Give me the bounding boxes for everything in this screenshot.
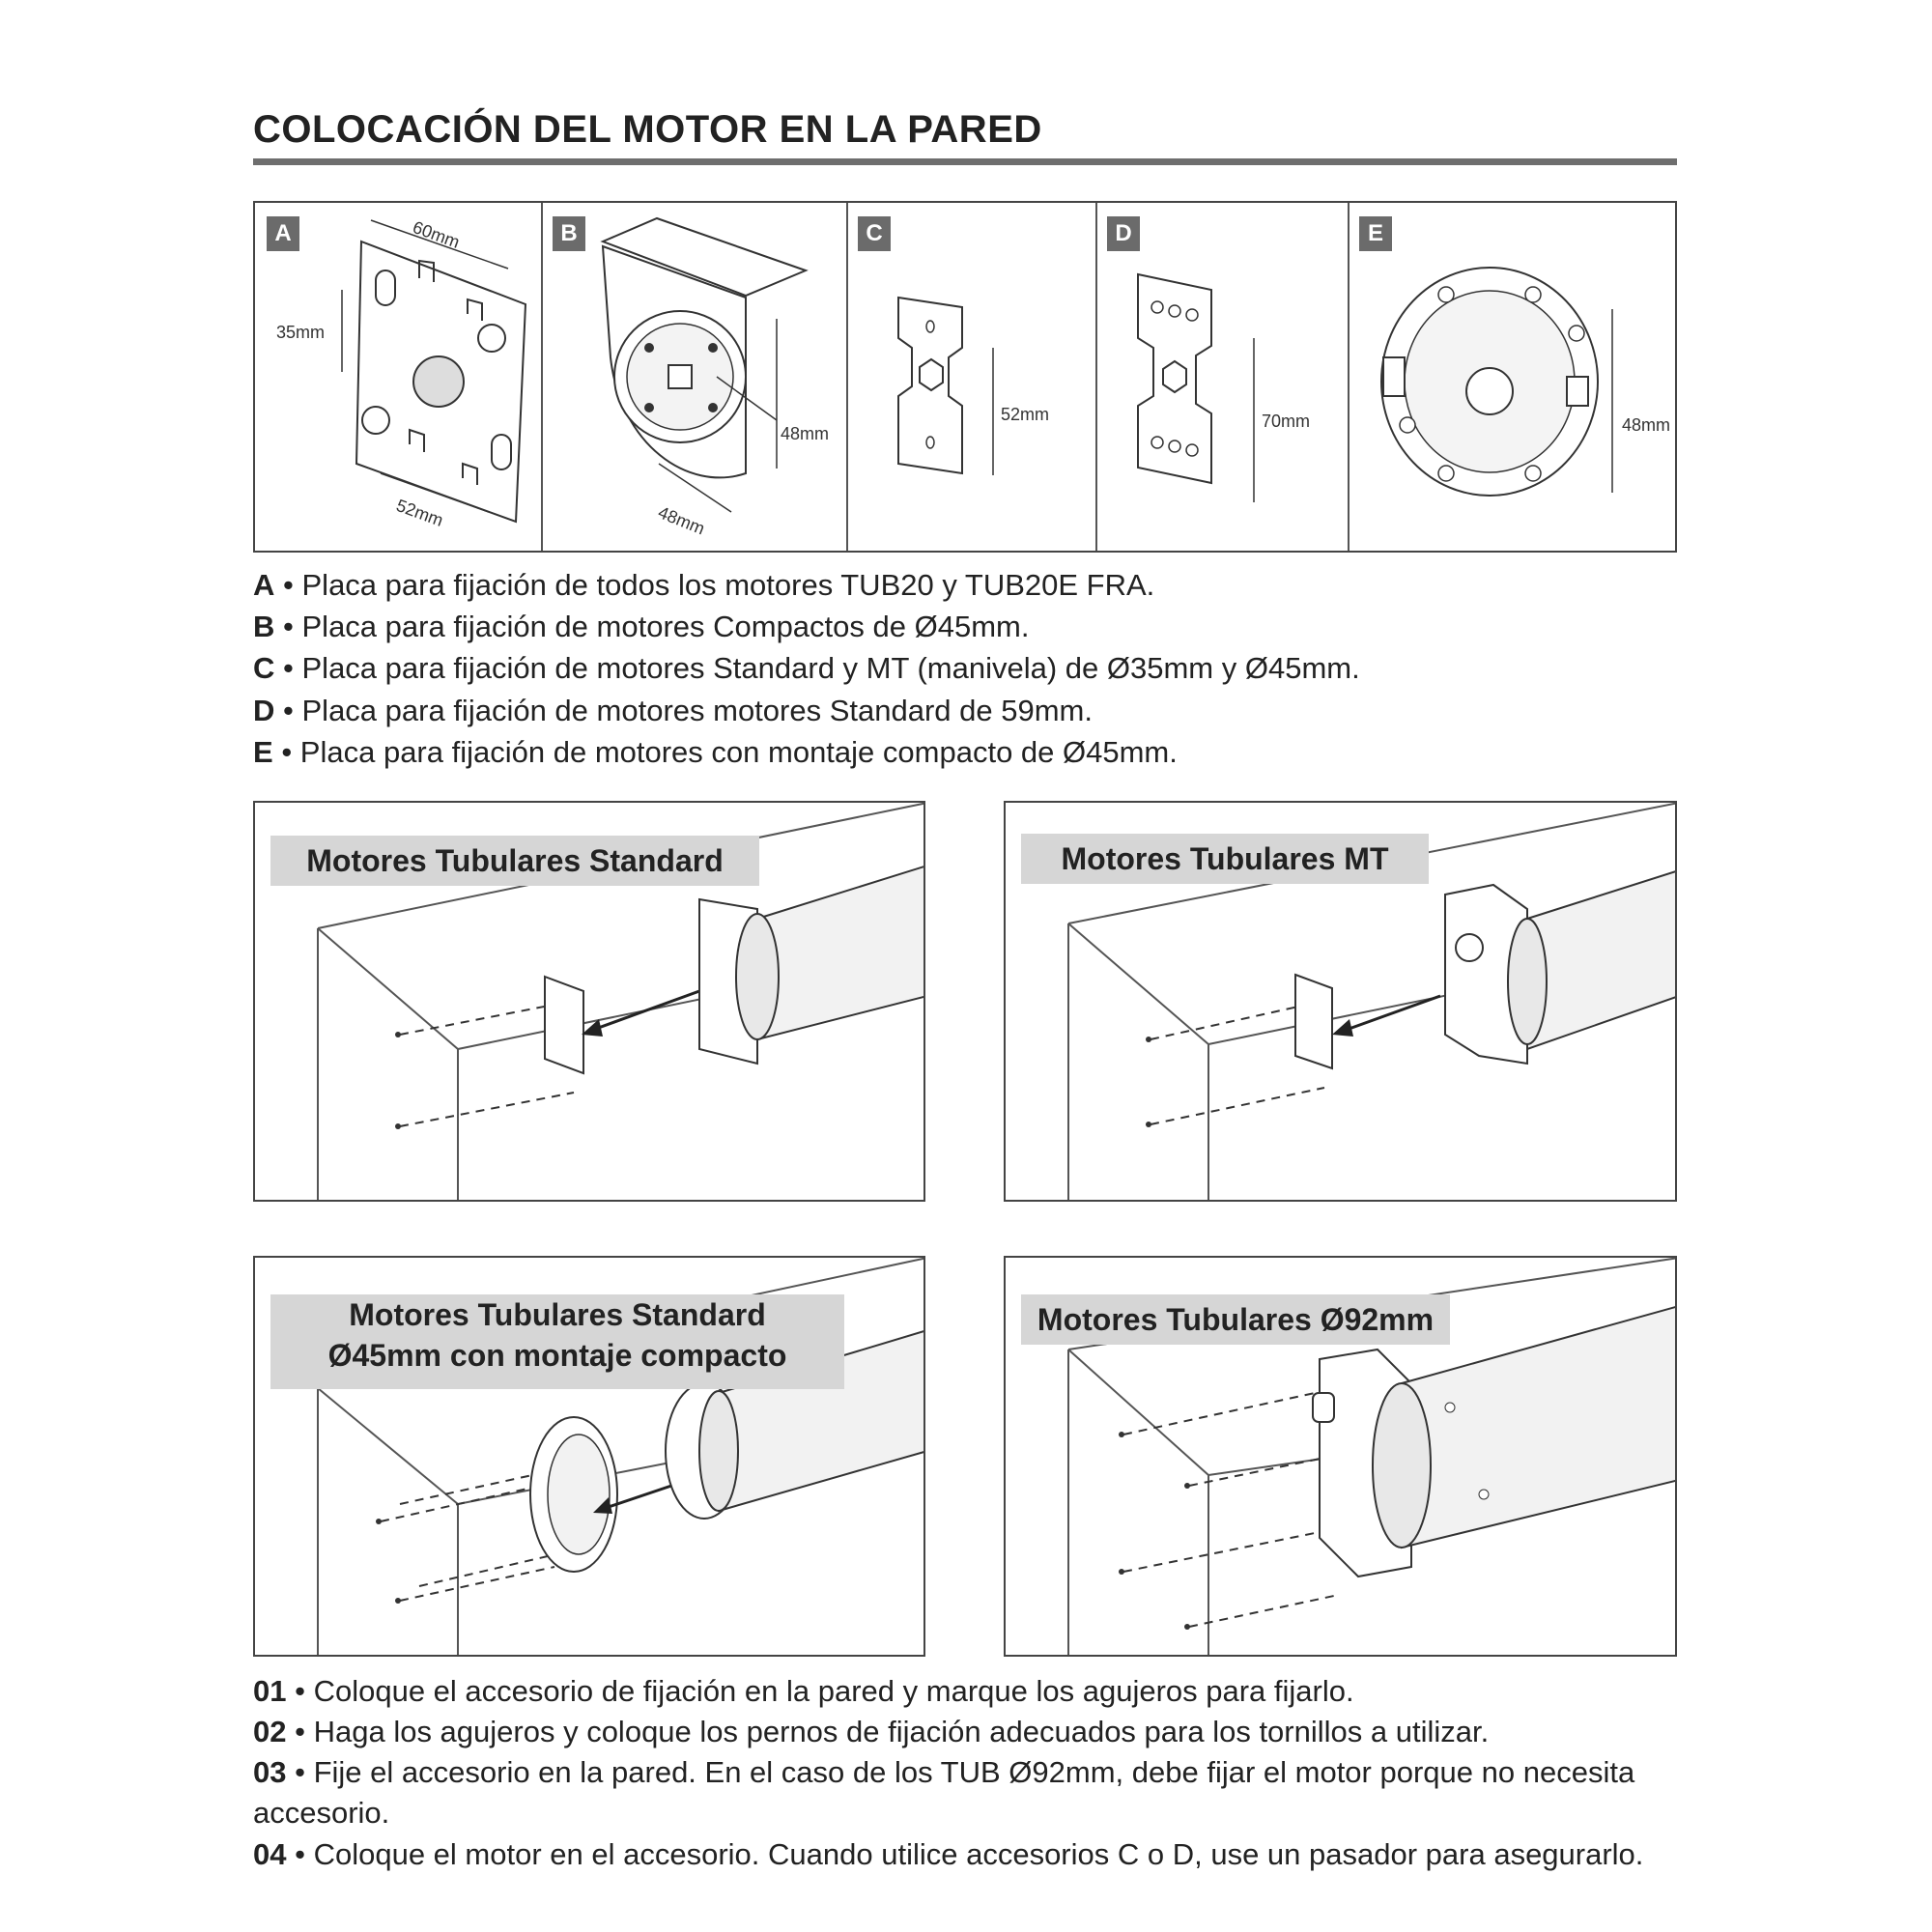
dim-a-35: 35mm (276, 323, 326, 342)
dim-c-52: 52mm (1001, 405, 1050, 424)
plate-tag-d: D (1107, 216, 1140, 251)
panel-label-standard: Motores Tubulares Standard (270, 836, 759, 886)
plate-tag-e: E (1359, 216, 1392, 251)
plate-c-drawing (848, 203, 1095, 551)
title-rule (253, 158, 1677, 165)
step-03: 03 • Fije el accesorio en la pared. En el caso de los TUB Ø92mm, debe fijar el motor porque no necesita accesorio. (253, 1755, 1635, 1830)
step-04: 04 • Coloque el motor en el accesorio. Cuando utilice accesorios C o D, use un pasador para asegurarlo. (253, 1837, 1644, 1871)
plates-figure (253, 201, 1677, 553)
desc-a: A • Placa para fijación de todos los motores TUB20 y TUB20E FRA. (253, 568, 1155, 602)
dim-a-52: 52mm (393, 495, 446, 530)
desc-e: E • Placa para fijación de motores con montaje compacto de Ø45mm. (253, 735, 1178, 769)
dim-e-48: 48mm (1622, 415, 1671, 435)
dim-d-70: 70mm (1262, 412, 1311, 431)
plate-tag-b: B (553, 216, 585, 251)
panel-label-92mm: Motores Tubulares Ø92mm (1021, 1294, 1450, 1345)
panel-standard (253, 801, 925, 1202)
step-01: 01 • Coloque el accesorio de fijación en la pared y marque los agujeros para fijarlo. (253, 1674, 1354, 1708)
desc-b: B • Placa para fijación de motores Compactos de Ø45mm. (253, 610, 1030, 643)
panel-mt (1004, 801, 1677, 1202)
step-02: 02 • Haga los agujeros y coloque los pernos de fijación adecuados para los tornillos a utilizar. (253, 1715, 1490, 1748)
plate-e-drawing (1350, 203, 1677, 551)
panel-standard-compact (253, 1256, 925, 1657)
plate-b-drawing (543, 203, 846, 551)
panel-label-standard-compact: Motores Tubulares Standard Ø45mm con montaje compacto (270, 1294, 844, 1389)
desc-d: D • Placa para fijación de motores motores Standard de 59mm. (253, 694, 1093, 727)
dim-a-60: 60mm (410, 216, 463, 252)
plate-d-drawing (1097, 203, 1348, 551)
panel-label-mt: Motores Tubulares MT (1021, 834, 1429, 884)
desc-c: C • Placa para fijación de motores Standard y MT (manivela) de Ø35mm y Ø45mm. (253, 651, 1360, 685)
plate-tag-c: C (858, 216, 891, 251)
panel-92mm (1004, 1256, 1677, 1657)
dim-b-48-vertical: 48mm (781, 424, 830, 443)
page-title: COLOCACIÓN DEL MOTOR EN LA PARED (253, 108, 1042, 151)
plate-a-drawing (255, 203, 541, 551)
dim-b-48-horizontal: 48mm (655, 502, 708, 539)
plate-tag-a: A (267, 216, 299, 251)
